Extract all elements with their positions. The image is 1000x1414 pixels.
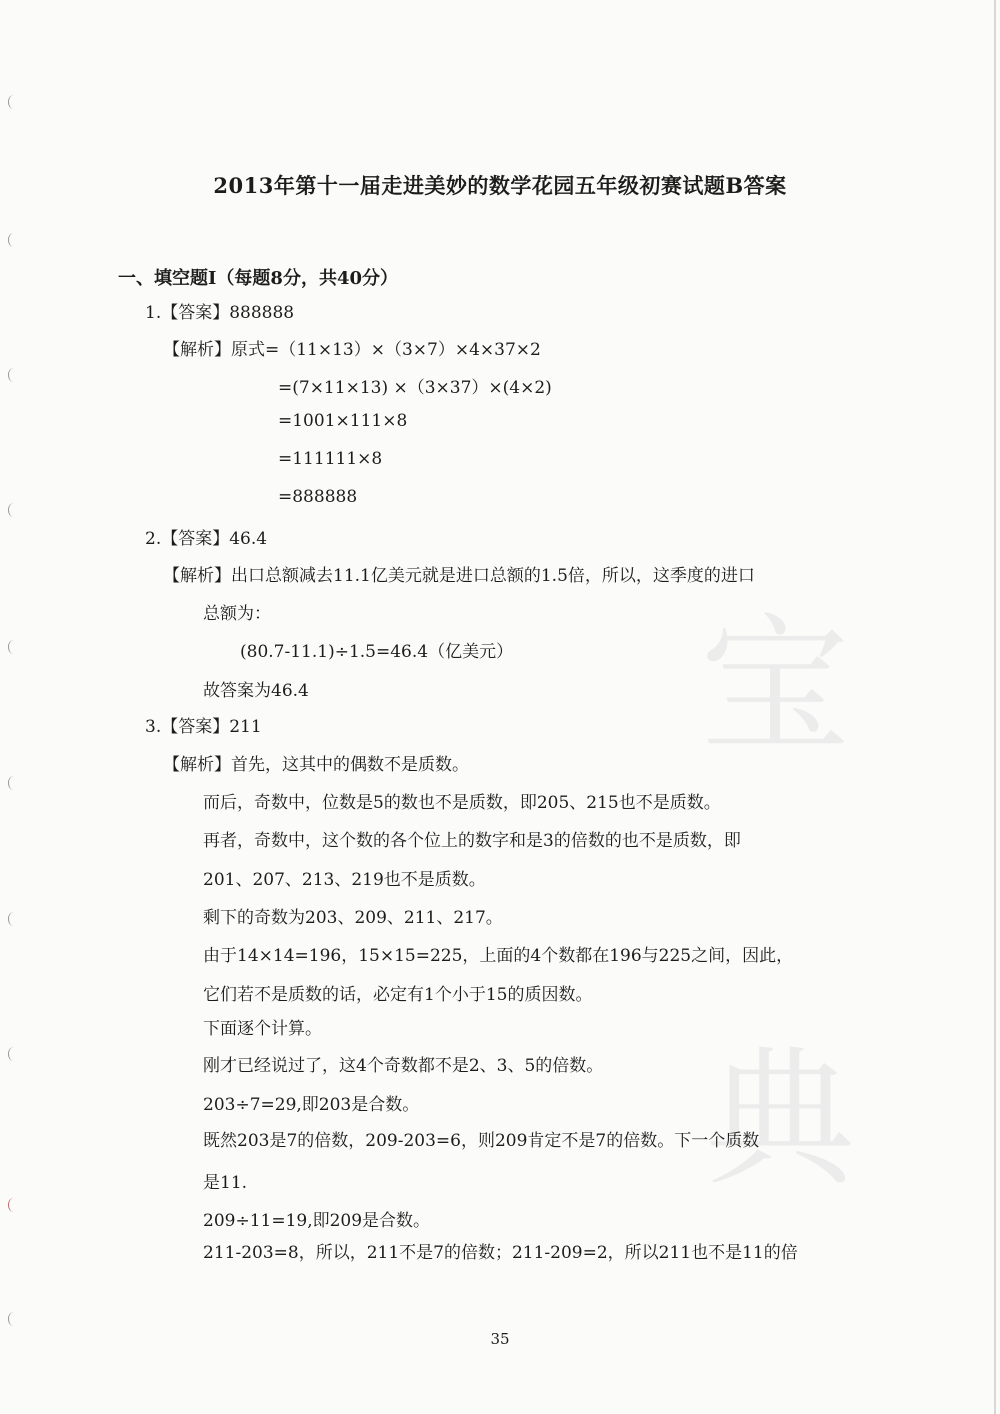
answer-line: 1.【答案】888888 [145,303,295,323]
solution-line: 总额为： [203,604,271,624]
binding-hole [8,1312,19,1326]
watermark-char: 宝 [700,600,851,774]
solution-line: 201、207、213、219也不是质数。 [203,870,486,890]
solution-line: 而后，奇数中，位数是5的数也不是质数，即205、215也不是质数。 [203,793,721,813]
binding-hole [8,503,19,517]
solution-line: 由于14×14=196，15×15=225，上面的4个数都在196与225之间，因此， [203,946,794,966]
solution-line: 再者，奇数中，这个数的各个位上的数字和是3的倍数的也不是质数，即 [203,831,741,851]
solution-line: 它们若不是质数的话，必定有1个小于15的质因数。 [203,985,593,1005]
solution-line: 211-203=8，所以，211不是7的倍数；211-209=2，所以211也不是11的倍 [203,1243,798,1263]
answer-line: 3.【答案】211 [145,717,262,737]
solution-line: 故答案为46.4 [203,681,309,701]
solution-line: 【解析】出口总额减去11.1亿美元就是进口总额的1.5倍，所以，这季度的进口 [163,566,755,586]
binding-hole [8,1047,19,1061]
binding-hole [8,776,19,790]
binding-hole [8,233,19,247]
scan-edge-line [994,0,996,1414]
solution-line: 209÷11=19,即209是合数。 [203,1211,431,1231]
solution-line: (80.7-11.1)÷1.5=46.4（亿美元） [240,642,514,662]
binding-hole [8,95,19,109]
page-number: 35 [490,1330,510,1348]
binding-hole [8,912,19,926]
solution-line: =111111×8 [278,449,383,469]
binding-hole [8,640,19,654]
solution-line: 下面逐个计算。 [203,1019,322,1039]
solution-line: =888888 [278,487,358,507]
solution-line: 【解析】原式=（11×13）×（3×7）×4×37×2 [163,340,541,360]
solution-line: 既然203是7的倍数，209-203=6，则209肯定不是7的倍数。下一个质数 [203,1131,760,1151]
binding-hole [8,368,19,382]
section-heading: 一、填空题Ⅰ（每题8分，共40分） [118,268,398,289]
answer-line: 2.【答案】46.4 [145,529,268,549]
page-title: 2013年第十一届走进美妙的数学花园五年级初赛试题B答案 [213,173,787,198]
solution-line: 剩下的奇数为203、209、211、217。 [203,908,503,928]
solution-line: =(7×11×13) ×（3×37）×(4×2) [278,378,552,398]
solution-line: =1001×111×8 [278,411,408,431]
solution-line: 刚才已经说过了，这4个奇数都不是2、3、5的倍数。 [203,1056,604,1076]
solution-line: 【解析】首先，这其中的偶数不是质数。 [163,755,469,775]
binding-hole [8,1198,19,1212]
solution-line: 203÷7=29,即203是合数。 [203,1095,420,1115]
watermark-char: 典 [705,1033,856,1207]
solution-line: 是11. [203,1173,248,1193]
